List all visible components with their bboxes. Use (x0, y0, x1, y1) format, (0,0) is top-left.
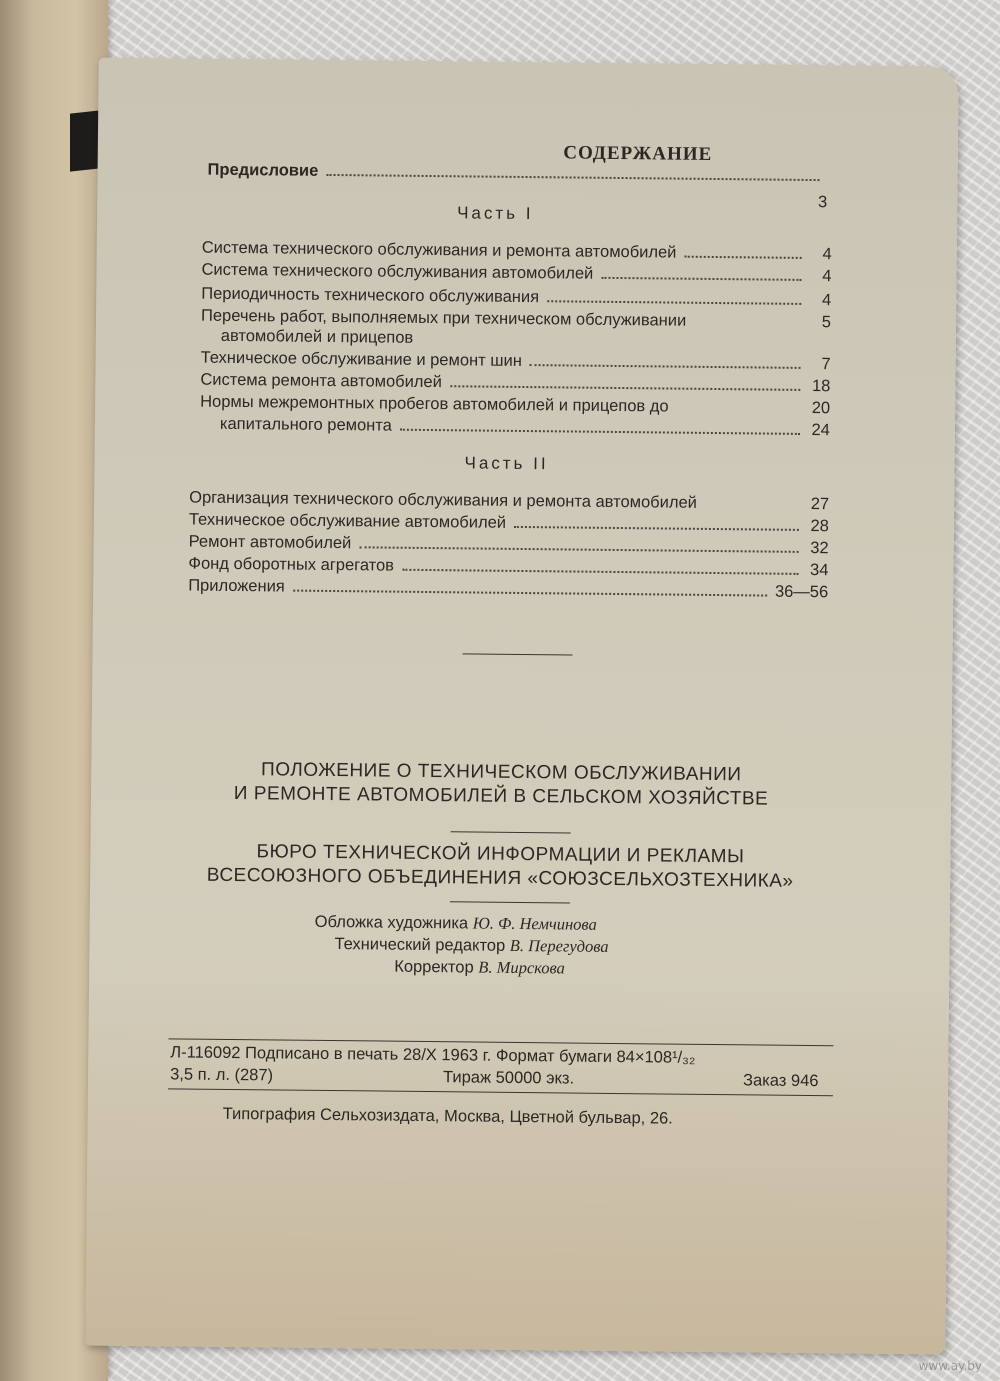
toc-page: 3 (818, 193, 828, 212)
toc-label: Система технического обслуживания автомобилей (201, 260, 594, 283)
credit-person: В. Мирскова (478, 957, 565, 978)
book-title-line2: И РЕМОНТЕ АВТОМОБИЛЕЙ В СЕЛЬСКОМ ХОЗЯЙСТВЕ (233, 782, 769, 810)
toc-page: 32 (810, 539, 829, 558)
toc-leader (326, 173, 819, 181)
publisher-line1: БЮРО ТЕХНИЧЕСКОЙ ИНФОРМАЦИИ И РЕКЛАМЫ (256, 841, 745, 868)
toc-leader (547, 299, 801, 305)
toc-leader (601, 276, 801, 281)
part2-heading: Часть II (464, 453, 549, 474)
toc-label: Ремонт автомобилей (188, 532, 352, 553)
toc-page: 4 (822, 267, 832, 286)
toc-preface-page-row (797, 193, 827, 215)
credit-role: Технический редактор (334, 935, 506, 955)
toc-label: Система ремонта автомобилей (200, 370, 442, 392)
toc-page: 34 (809, 561, 829, 580)
toc-leader (514, 525, 799, 531)
toc-page: 20 (811, 399, 831, 418)
imprint-line2-left: 3,5 п. л. (287) (170, 1065, 274, 1085)
credit-person: Ю. Ф. Немчинова (472, 913, 597, 934)
toc-label: Нормы межремонтных пробегов автомобилей и прицепов до (200, 392, 669, 416)
toc-leader (450, 384, 801, 391)
toc-label: Приложения (188, 576, 285, 596)
credit-person: В. Перегудова (509, 935, 609, 956)
credit-corrector (394, 957, 565, 979)
toc-page: 27 (810, 495, 830, 514)
title-divider (451, 831, 571, 833)
toc-page: 24 (811, 421, 830, 440)
toc-leader (684, 255, 801, 259)
imprint-line2-right: Заказ 946 (742, 1071, 819, 1091)
toc-title: СОДЕРЖАНИЕ (563, 142, 713, 165)
toc-label: Организация технического обслуживания и ремонта автомобилей (189, 488, 697, 512)
page-content (85, 58, 958, 1355)
toc-label: Предисловие (207, 160, 319, 180)
part1-heading: Часть I (457, 203, 534, 224)
publisher-line2: ВСЕСОЮЗНОГО ОБЪЕДИНЕНИЯ «СОЮЗСЕЛЬХОЗТЕХНИКА» (206, 864, 794, 892)
imprint-line1: Л-116092 Подписано в печать 28/X 1963 г. Формат бумаги 84×108¹/₃₂ (170, 1043, 696, 1067)
toc-label: Техническое обслуживание и ремонт шин (200, 348, 522, 370)
toc-label: капитального ремонта (219, 414, 392, 435)
toc-leader (701, 507, 803, 509)
toc-label: Техническое обслуживание автомобилей (188, 510, 507, 532)
toc-leader (530, 363, 801, 369)
credit-role: Корректор (394, 957, 474, 977)
printer-line: Типография Сельхозиздата, Москва, Цветной бульвар, 26. (222, 1104, 673, 1128)
toc-leader (677, 411, 801, 413)
imprint-line2-mid: Тираж 50000 экз. (443, 1068, 575, 1088)
toc-label: Перечень работ, выполняемых при техническом обслуживании (200, 306, 687, 330)
toc-leader (402, 568, 798, 575)
book-page (85, 58, 958, 1355)
toc-leader (400, 428, 800, 435)
toc-page: 4 (821, 291, 832, 310)
spine-label (70, 110, 100, 171)
toc-page: 5 (821, 313, 832, 332)
credit-tech-editor (334, 934, 608, 957)
section-divider (463, 653, 573, 655)
publisher-divider (450, 901, 570, 903)
toc-page: 7 (821, 355, 831, 374)
toc-label: Система технического обслуживания и ремонта автомобилей (201, 238, 677, 262)
toc-page: 4 (822, 245, 832, 264)
toc-leader (293, 589, 767, 597)
toc-item-continued: автомобилей и прицепов (220, 326, 414, 347)
imprint-bottom-rule (168, 1088, 833, 1096)
credit-role: Обложка художника (314, 912, 469, 933)
toc-leader (694, 325, 801, 327)
credit-cover (315, 912, 597, 935)
toc-label: Фонд оборотных агрегатов (188, 554, 395, 575)
book-title-line1: ПОЛОЖЕНИЕ О ТЕХНИЧЕСКОМ ОБСЛУЖИВАНИИ (261, 759, 742, 786)
toc-page: 28 (810, 517, 829, 536)
toc-page: 36—56 (774, 582, 829, 602)
toc-label: Периодичность технического обслуживания (201, 284, 540, 307)
toc-leader (359, 545, 798, 553)
watermark: www.ay.by (918, 1359, 982, 1373)
toc-page: 18 (811, 377, 831, 396)
